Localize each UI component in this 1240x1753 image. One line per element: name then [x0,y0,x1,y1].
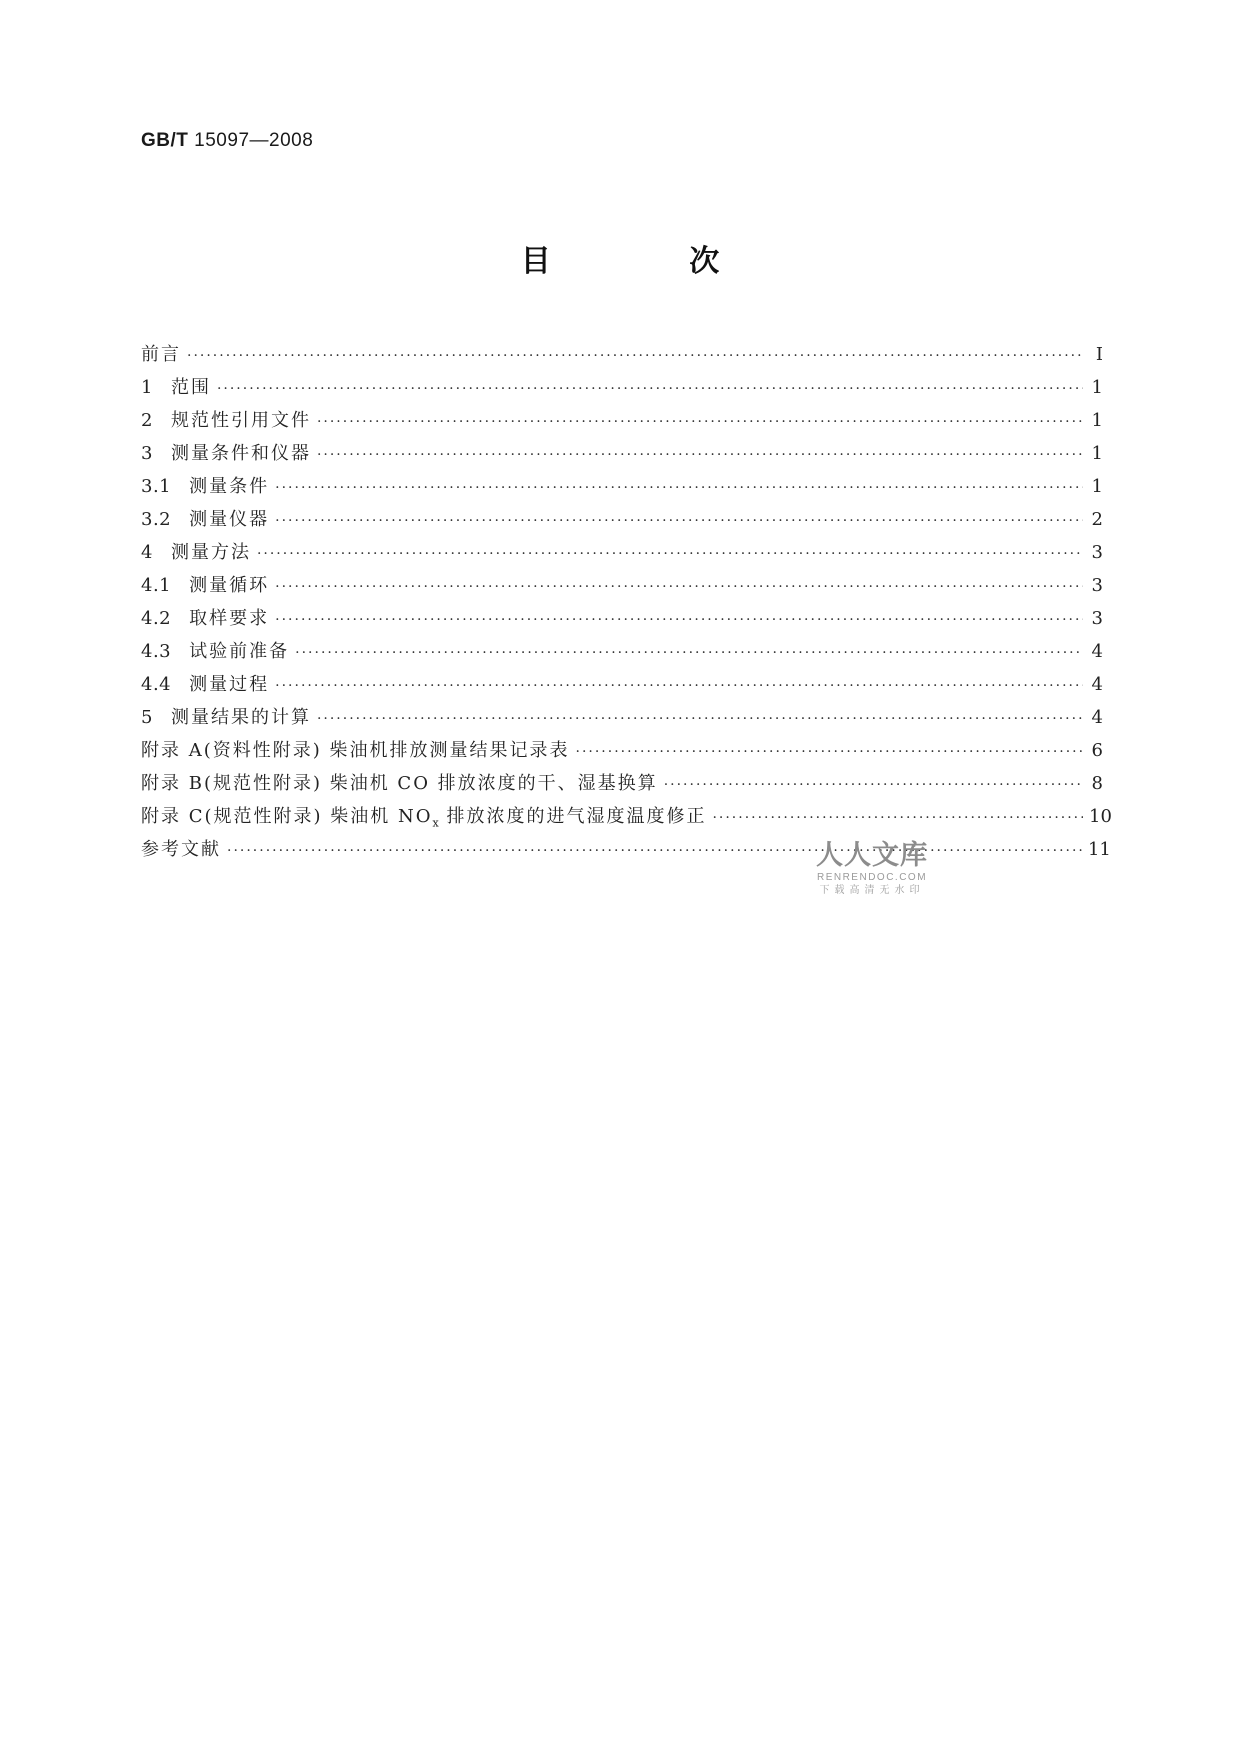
toc-entry-label-text: 附录 B(规范性附录) 柴油机 CO 排放浓度的干、湿基换算 [141,773,658,794]
toc-entry-number: 4 [141,542,153,563]
toc-leader-dots [227,835,1082,868]
toc-entry-page: 3 [1091,575,1103,596]
toc-entry-page: 4 [1091,674,1103,695]
toc-leader-dots [295,637,1083,670]
toc-entry-label [171,701,311,734]
toc-leader-dots [664,769,1083,802]
toc-leader-dots [317,406,1083,439]
toc-leader-dots [257,538,1083,571]
toc-entry-number: 4.1 [141,575,172,596]
toc-entry-label [189,668,269,701]
toc-entry-page: 1 [1091,476,1103,497]
toc-entry[interactable] [141,668,1103,701]
toc-entry-number: 3.2 [141,509,172,530]
standard-prefix: GB/T [141,130,189,151]
toc-entry-label [141,767,658,800]
toc-entry[interactable] [141,701,1103,734]
toc-entry[interactable] [141,734,1103,767]
document-code [141,130,313,152]
watermark-tagline: 下载高清无水印 [819,885,925,896]
toc-entry-label-text: 测量方法 [170,542,251,563]
toc-leader-dots [275,571,1083,604]
toc-entry-label-text: 附录 A(资料性附录) 柴油机排放测量结果记录表 [141,740,570,761]
toc-entry-number: 3 [141,443,153,464]
toc-entry-label [171,536,251,569]
toc-entry[interactable] [141,833,1111,866]
toc-leader-dots [576,736,1084,769]
toc-entry-number: 4.4 [141,674,172,695]
toc-entry-number: 4.2 [141,608,172,629]
toc-entry-label-text: 前言 [141,344,181,365]
toc-leader-dots [317,703,1083,736]
toc-entry-page: 4 [1091,641,1103,662]
toc-entry-page: 2 [1091,509,1103,530]
toc-leader-dots [187,340,1083,373]
toc-entry[interactable] [141,470,1103,503]
toc-entry-label [189,569,269,602]
toc-entry-label [189,470,269,503]
toc-entry-label-text: 附录 C(规范性附录) 柴油机 NO [141,806,433,827]
toc-entry-page: 1 [1091,410,1103,431]
toc-entry-subscript: x [432,816,439,830]
toc-entry-label [141,833,221,866]
toc-entry-label-text: 取样要求 [189,608,270,629]
toc-entry-label-text: 测量过程 [189,674,270,695]
toc-entry-label-text: 测量条件 [189,476,270,497]
toc-entry[interactable] [141,569,1103,602]
toc-entry[interactable] [141,800,1112,833]
toc-entry[interactable] [141,602,1103,635]
toc-leader-dots [275,604,1083,637]
toc-leader-dots [275,505,1083,538]
toc-entry-page: 3 [1091,608,1103,629]
toc-entry-number: 3.1 [141,476,172,497]
toc-leader-dots [712,802,1083,835]
toc-leader-dots [275,670,1083,703]
toc-entry-label [141,338,181,371]
toc-entry[interactable] [141,536,1103,569]
watermark [806,841,938,898]
watermark-brand: 人人文库 [816,840,928,871]
toc-entry-label [171,404,311,437]
toc-entry-page: 6 [1091,740,1103,761]
watermark-url: RENRENDOC.COM [816,872,928,883]
toc-entry-label [171,371,211,404]
standard-number: 15097—2008 [194,130,314,151]
toc-entry-page: Ⅰ [1095,344,1103,365]
toc-entry-label-text: 测量循环 [189,575,270,596]
toc-leader-dots [275,472,1083,505]
toc-entry[interactable] [141,371,1103,404]
toc-entry-page: 8 [1091,773,1103,794]
toc-entry-label [141,734,570,767]
toc-entry-label-text: 范围 [170,377,211,398]
toc-title: 目 次 [520,244,784,279]
toc-entry-number: 4.3 [141,641,172,662]
toc-entry-label-rest: 排放浓度的进气湿度温度修正 [438,806,707,827]
toc-entry[interactable] [141,767,1103,800]
toc-entry-page: 11 [1087,839,1111,860]
toc-entry-label-text: 试验前准备 [189,641,290,662]
toc-entry[interactable] [141,338,1103,371]
toc-entry-page: 1 [1091,377,1103,398]
toc-entry-label-text: 参考文献 [141,839,221,860]
toc-entry-label-text: 规范性引用文件 [170,410,311,431]
toc-entry-label-text: 测量结果的计算 [170,707,311,728]
toc-entry-page: 10 [1089,806,1112,827]
toc-entry[interactable] [141,437,1103,470]
toc-entry-label [171,437,311,470]
toc-entry-label [141,800,706,840]
toc-entry-label [189,503,269,536]
toc-entry-label-text: 测量仪器 [189,509,270,530]
toc-leader-dots [217,373,1083,406]
toc-entry-number: 5 [141,707,153,728]
toc-entry-page: 4 [1091,707,1103,728]
toc-entry-label [189,635,289,668]
toc-entry-number: 2 [141,410,153,431]
toc-entry-number: 1 [141,377,153,398]
toc-entry-page: 3 [1091,542,1103,563]
toc-entry-page: 1 [1091,443,1103,464]
toc-leader-dots [317,439,1083,472]
table-of-contents [141,338,1112,866]
toc-entry[interactable] [141,635,1103,668]
toc-entry-label [189,602,269,635]
toc-entry-label-text: 测量条件和仪器 [170,443,311,464]
toc-entry[interactable] [141,404,1103,437]
toc-entry[interactable] [141,503,1103,536]
